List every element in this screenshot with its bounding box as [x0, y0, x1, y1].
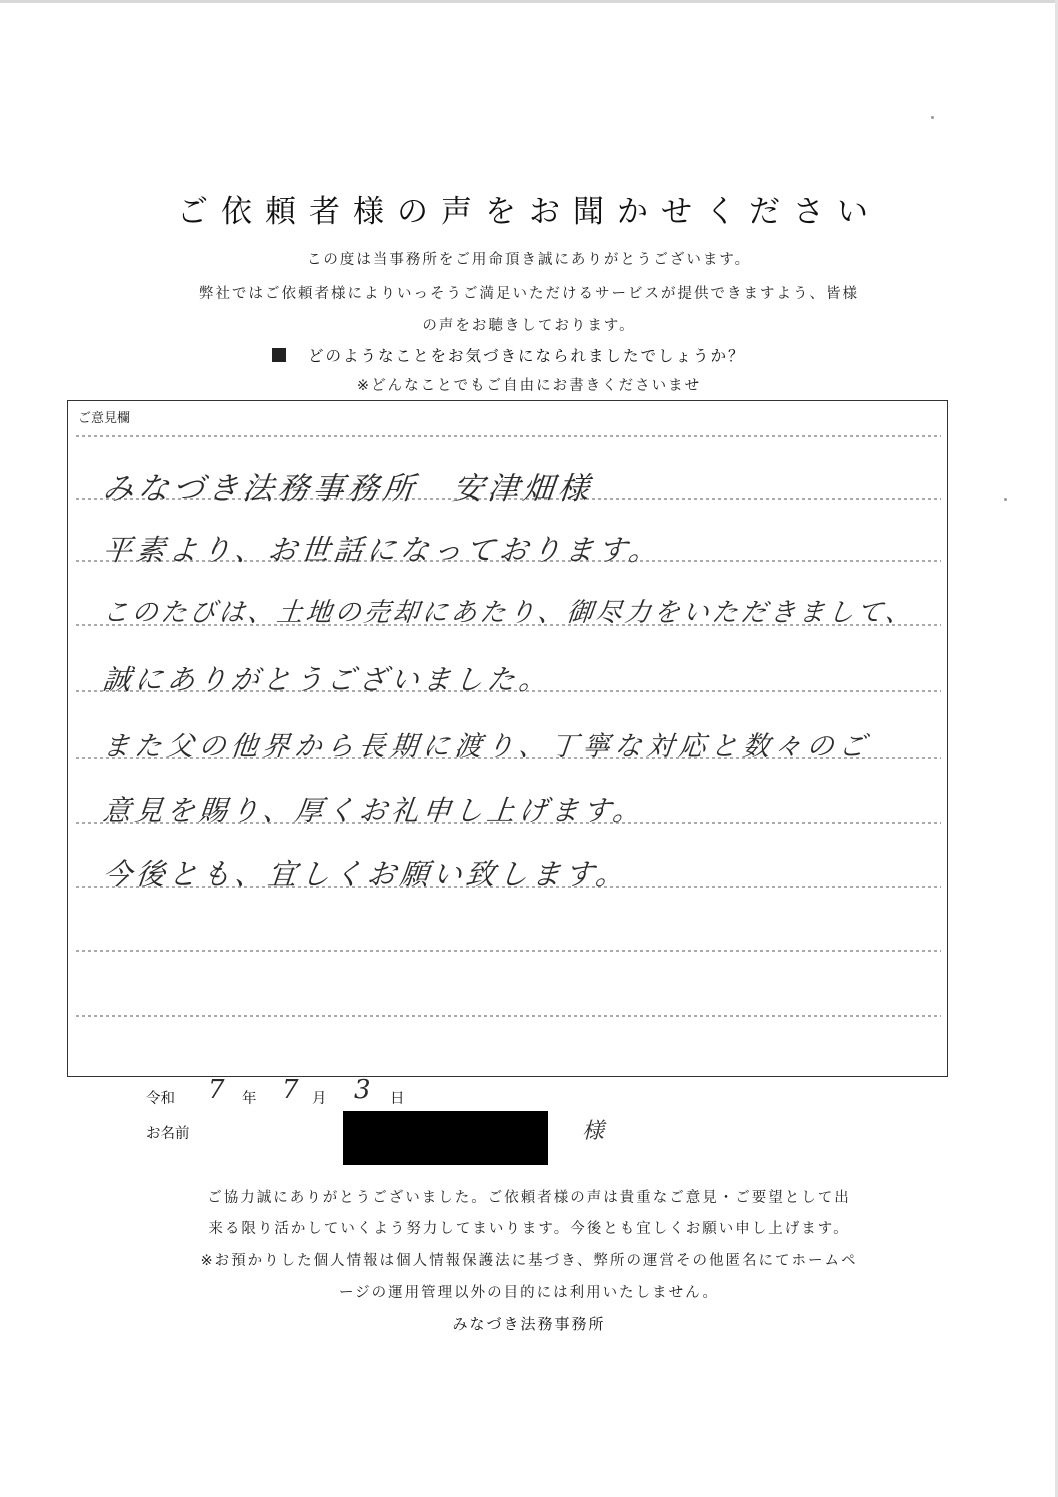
date-month-unit: 月 [312, 1091, 327, 1107]
handwritten-line: 意見を賜り、厚くお礼申し上げます。 [101, 794, 647, 827]
date-era: 令和 [146, 1091, 175, 1107]
handwritten-line: 平素より、お世話になっております。 [101, 533, 664, 567]
comment-box-label: ご意見欄 [78, 411, 131, 426]
handwritten-line: また父の他界から長期に渡り、丁寧な対応と数々のご [101, 731, 873, 762]
date-year: 7 [208, 1075, 225, 1105]
outro-line: ご協力誠にありがとうございました。ご依頼者様の声は貴重なご意見・ご要望として出 [207, 1190, 851, 1206]
square-bullet-icon [272, 348, 286, 362]
intro-line: この度は当事務所をご用命頂き誠にありがとうございます。 [306, 252, 752, 268]
intro-line: の声をお聴きしております。 [422, 318, 636, 334]
outro-line: 来る限り活かしていくよう努力してまいります。今後とも宜しくお願い申し上げます。 [208, 1221, 850, 1237]
name-suffix: 様 [582, 1119, 605, 1144]
outro-line: ージの運用管理以外の目的には利用いたしません。 [338, 1285, 720, 1301]
office-name: みなづき法務事務所 [452, 1315, 606, 1333]
handwritten-line: このたびは、土地の売却にあたり、御尽力をいただきまして、 [101, 598, 916, 628]
handwritten-line: 誠にありがとうございました。 [101, 663, 553, 696]
instruction-note: ※どんなことでもご自由にお書きくださいませ [356, 378, 702, 394]
question [272, 344, 746, 366]
name-redaction [343, 1111, 548, 1165]
form-title: ご依頼者様の声をお聞かせください [177, 194, 881, 230]
handwritten-line: 今後とも、宜しくお願い致します。 [101, 857, 631, 891]
question-text: どのようなことをお気づきになられましたでしょうか？ [308, 347, 746, 365]
date-day-unit: 日 [390, 1091, 405, 1107]
handwritten-line: みなづき法務事務所 安津畑様 [100, 471, 595, 507]
scan-speck [1004, 498, 1007, 501]
date-year-unit: 年 [242, 1091, 257, 1107]
outro-line: ※お預かりした個人情報は個人情報保護法に基づき、弊所の運営その他匿名にてホームペ [200, 1253, 858, 1269]
intro-line: 弊社ではご依頼者様によりいっそうご満足いただけるサービスが提供できますよう、皆様 [199, 286, 859, 302]
scan-edge-top [0, 0, 1058, 3]
date-day: 3 [354, 1075, 371, 1105]
date-month: 7 [282, 1075, 299, 1105]
name-label: お名前 [146, 1126, 190, 1142]
scan-speck [931, 116, 934, 119]
